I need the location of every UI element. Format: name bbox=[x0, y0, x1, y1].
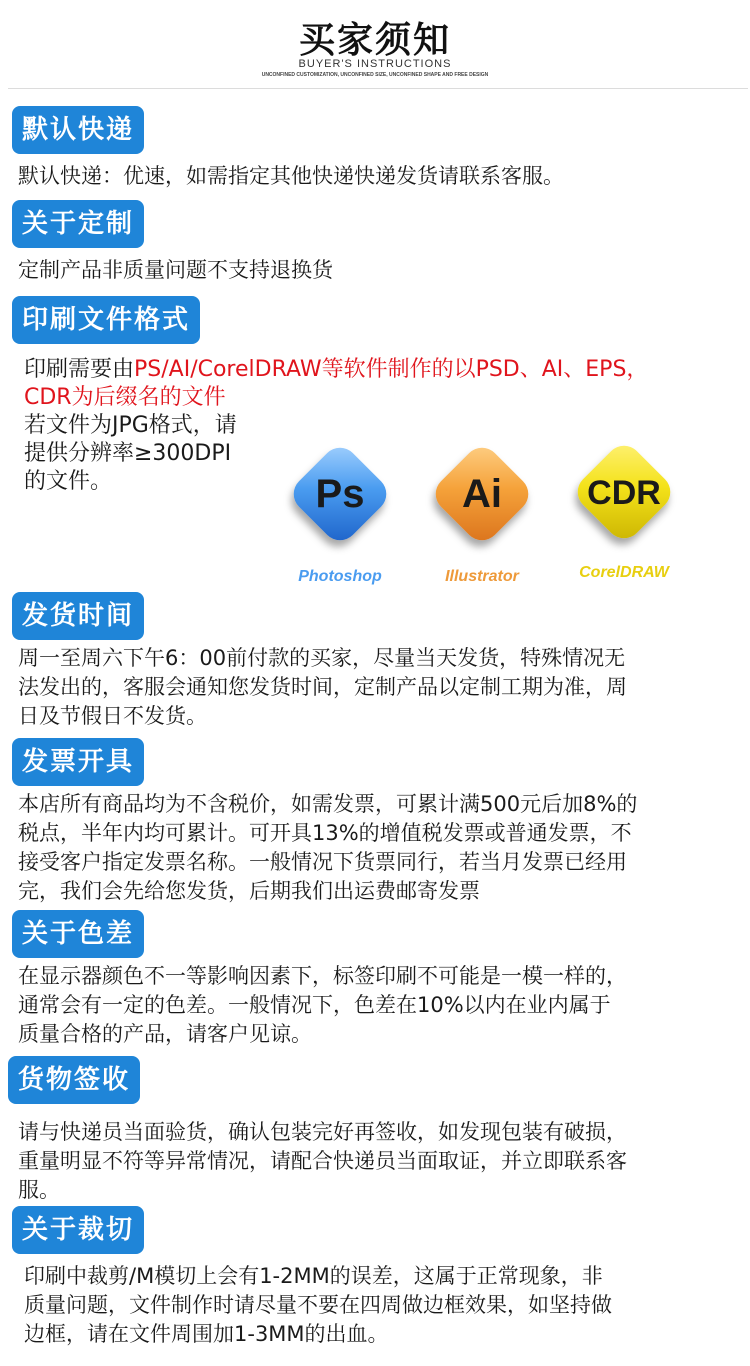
text-line-red: CDR为后缀名的文件 bbox=[24, 385, 226, 410]
text-line: 法发出的，客服会通知您发货时间，定制产品以定制工期为准，周 bbox=[18, 675, 627, 699]
text-line: 提供分辨率≥300DPI bbox=[24, 441, 232, 466]
text-line: 日及节假日不发货。 bbox=[18, 704, 207, 728]
illustrator-icon: Ai Illustrator bbox=[428, 448, 536, 598]
text-line: 本店所有商品均为不含税价，如需发票，可累计满500元后加8%的 bbox=[18, 792, 638, 816]
page-tagline: UNCONFINED CUSTOMIZATION, UNCONFINED SIZE, UNCONFINED SHAPE AND FREE DESIGN bbox=[261, 72, 489, 78]
section-text-receipt bbox=[18, 1118, 708, 1205]
section-heading-default-courier: 默认快递 bbox=[12, 106, 144, 154]
photoshop-icon: Ps Photoshop bbox=[286, 448, 394, 598]
text-line: 服。 bbox=[18, 1178, 60, 1202]
text-line: 默认快递：优速，如需指定其他快递快递发货请联系客服。 bbox=[18, 164, 564, 188]
section-text-invoice bbox=[18, 790, 708, 906]
text-line: 重量明显不符等异常情况，请配合快递员当面取证，并立即联系客 bbox=[18, 1149, 627, 1173]
text-line: 质量合格的产品，请客户见谅。 bbox=[18, 1022, 312, 1046]
text-line: 定制产品非质量问题不支持退换货 bbox=[18, 258, 333, 282]
section-heading-custom: 关于定制 bbox=[12, 200, 144, 248]
section-text-shipping-time bbox=[18, 644, 708, 731]
section-heading-receipt: 货物签收 bbox=[8, 1056, 140, 1104]
coreldraw-icon: CDR CorelDRAW bbox=[570, 446, 678, 596]
text-line: 税点，半年内均可累计。可开具13%的增值税发票或普通发票，不 bbox=[18, 821, 632, 845]
text-line: 的文件。 bbox=[24, 469, 113, 494]
text-line: 完，我们会先给您发货，后期我们出运费邮寄发票 bbox=[18, 879, 480, 903]
text-line: 印刷中裁剪/M模切上会有1-2MM的误差，这属于正常现象，非 bbox=[24, 1264, 603, 1288]
section-heading-shipping-time: 发货时间 bbox=[12, 592, 144, 640]
section-heading-invoice: 发票开具 bbox=[12, 738, 144, 786]
text-line: 边框，请在文件周围加1-3MM的出血。 bbox=[24, 1322, 389, 1346]
page-title: 买家须知 bbox=[298, 20, 451, 61]
section-text-default-courier bbox=[18, 162, 708, 191]
section-text-custom bbox=[18, 256, 708, 285]
section-text-cutting bbox=[24, 1262, 714, 1349]
text-line: 印刷需要由PS/AI/CorelDRAW等软件制作的以PSD、AI、EPS， bbox=[24, 357, 649, 382]
section-text-color-difference bbox=[18, 962, 708, 1049]
section-heading-file-format: 印刷文件格式 bbox=[12, 296, 200, 344]
text-line: 在显示器颜色不一等影响因素下，标签印刷不可能是一模一样的， bbox=[18, 964, 627, 988]
section-heading-color-difference: 关于色差 bbox=[12, 910, 144, 958]
text-line: 周一至周六下午6：00前付款的买家，尽量当天发货，特殊情况无 bbox=[18, 646, 626, 670]
text-line: 质量问题，文件制作时请尽量不要在四周做边框效果，如坚持做 bbox=[24, 1293, 612, 1317]
page-header bbox=[0, 0, 750, 92]
section-heading-cutting: 关于裁切 bbox=[12, 1206, 144, 1254]
text-line: 接受客户指定发票名称。一般情况下货票同行，若当月发票已经用 bbox=[18, 850, 627, 874]
text-line: 若文件为JPG格式，请 bbox=[24, 413, 237, 438]
text-line: 通常会有一定的色差。一般情况下，色差在10%以内在业内属于 bbox=[18, 993, 611, 1017]
text-line: 请与快递员当面验货，确认包装完好再签收，如发现包装有破损， bbox=[18, 1120, 627, 1144]
header-divider bbox=[8, 88, 748, 89]
page-subtitle: BUYER'S INSTRUCTIONS bbox=[298, 58, 452, 70]
